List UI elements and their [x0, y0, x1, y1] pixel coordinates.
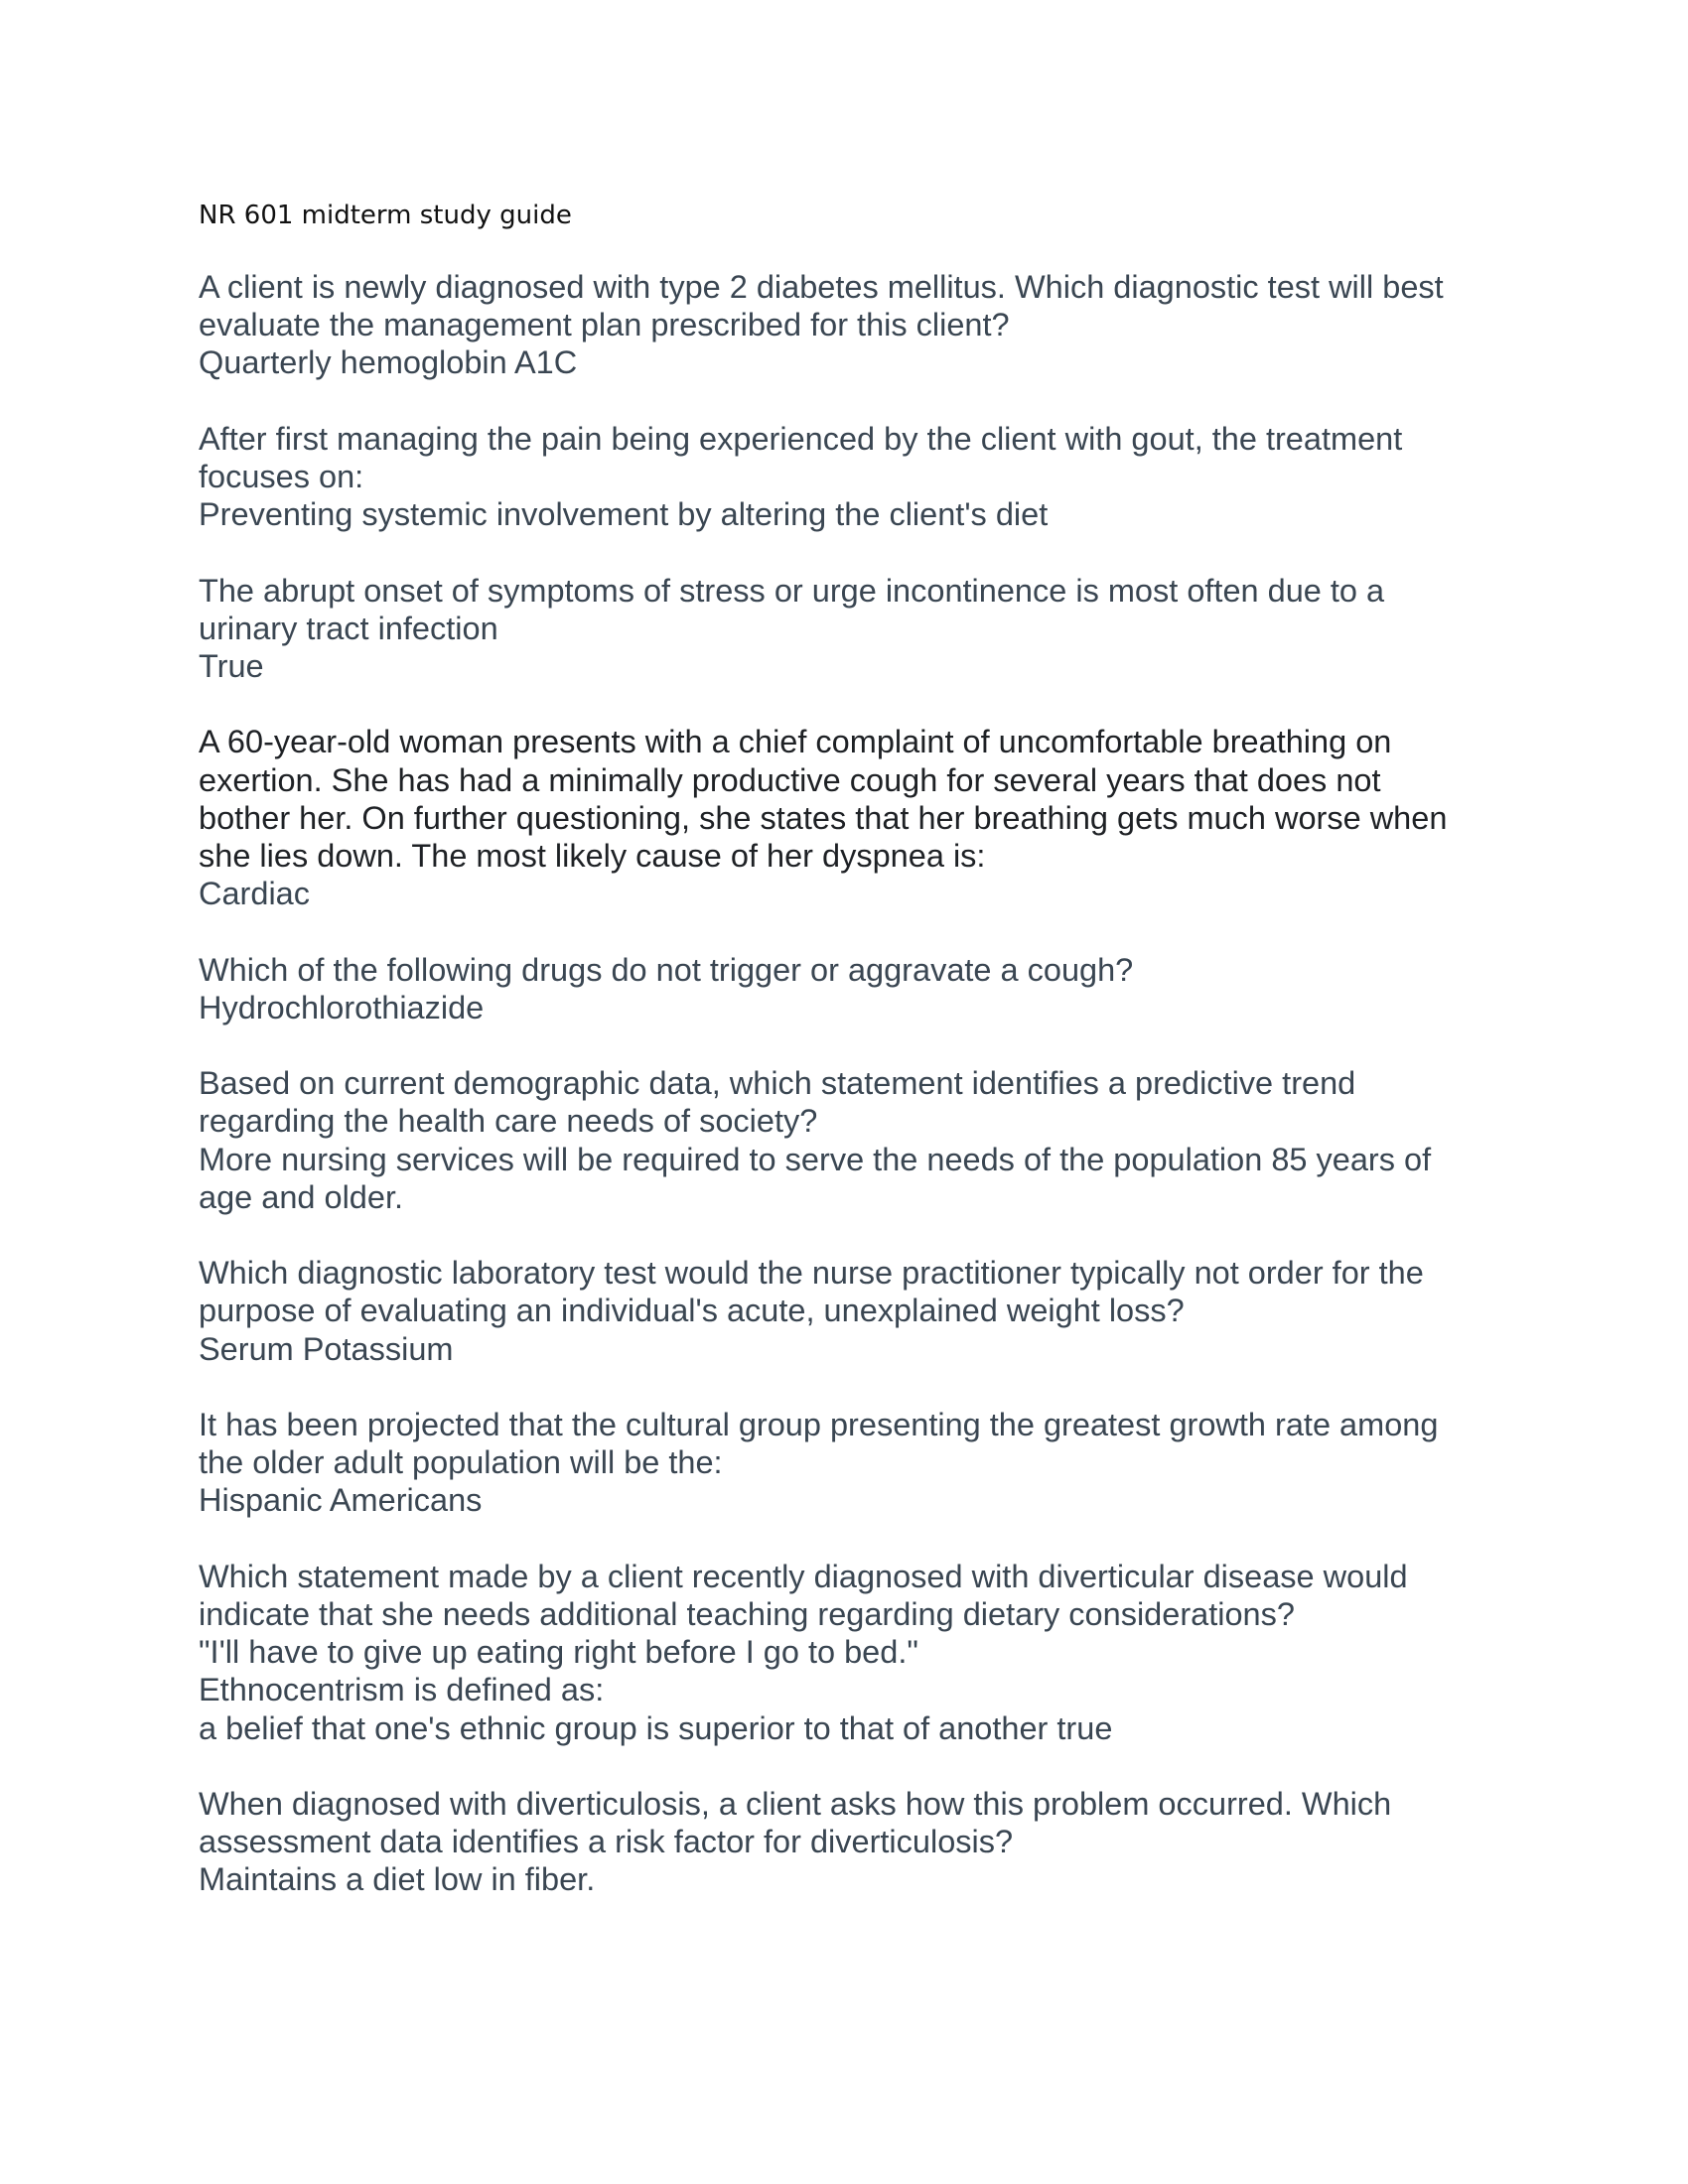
question-line: exertion. She has had a minimally productive cough for several years that does not	[199, 761, 1381, 798]
question-line: evaluate the management plan prescribed for this client?	[199, 307, 1010, 343]
qa-item-11	[199, 1785, 1489, 1899]
question-line: purpose of evaluating an individual's acute, unexplained weight loss?	[199, 1293, 1185, 1329]
question-line: It has been projected that the cultural group presenting the greatest growth rate among	[199, 1406, 1439, 1442]
qa-item-9	[199, 1558, 1489, 1672]
qa-item-5	[199, 951, 1489, 1026]
qa-item-7	[199, 1254, 1489, 1368]
question-line: Which statement made by a client recently diagnosed with diverticular disease would	[199, 1558, 1408, 1594]
answer-line: True	[199, 648, 264, 684]
question-line: When diagnosed with diverticulosis, a client asks how this problem occurred. Which	[199, 1785, 1392, 1822]
question-line: A 60-year-old woman presents with a chief complaint of uncomfortable breathing on	[199, 724, 1392, 760]
answer-line: "I'll have to give up eating right before I go to bed."	[199, 1634, 918, 1671]
answer-line: Quarterly hemoglobin A1C	[199, 344, 578, 381]
question-line: After first managing the pain being experienced by the client with gout, the treatment	[199, 420, 1403, 457]
answer-line: Hydrochlorothiazide	[199, 989, 485, 1025]
question-line: Ethnocentrism is defined as:	[199, 1672, 605, 1708]
answer-line: Preventing systemic involvement by altering the client's diet	[199, 496, 1049, 533]
qa-item-8	[199, 1406, 1489, 1520]
qa-item-3	[199, 572, 1489, 686]
qa-item-1	[199, 268, 1489, 382]
question-line: regarding the health care needs of society?	[199, 1103, 818, 1140]
question-line: assessment data identifies a risk factor for diverticulosis?	[199, 1824, 1014, 1860]
answer-line: Hispanic Americans	[199, 1482, 483, 1519]
question-line: urinary tract infection	[199, 610, 498, 646]
answer-line: Cardiac	[199, 876, 310, 912]
question-line: bother her. On further questioning, she states that her breathing gets much worse when	[199, 799, 1448, 836]
question-line: the older adult population will be the:	[199, 1444, 723, 1481]
question-line: focuses on:	[199, 459, 364, 494]
question-line: she lies down. The most likely cause of her dyspnea is:	[199, 838, 986, 874]
question-line: A client is newly diagnosed with type 2 diabetes mellitus. Which diagnostic test will best	[199, 269, 1444, 305]
qa-item-10	[199, 1671, 1489, 1746]
question-line: indicate that she needs additional teaching regarding dietary considerations?	[199, 1595, 1295, 1632]
document-body	[199, 268, 1489, 1937]
answer-line: More nursing services will be required to serve the needs of the population 85 years of	[199, 1141, 1432, 1177]
question-line: Which of the following drugs do not trigger or aggravate a cough?	[199, 951, 1134, 988]
qa-item-2	[199, 420, 1489, 534]
qa-item-6	[199, 1064, 1489, 1216]
question-line: The abrupt onset of symptoms of stress or urge incontinence is most often due to a	[199, 572, 1385, 609]
answer-line: a belief that one's ethnic group is superior to that of another true	[199, 1709, 1113, 1746]
document-title: NR 601 midterm study guide	[199, 201, 572, 230]
question-line: Which diagnostic laboratory test would the nurse practitioner typically not order for the	[199, 1255, 1424, 1292]
answer-line: Serum Potassium	[199, 1330, 454, 1367]
question-line: Based on current demographic data, which statement identifies a predictive trend	[199, 1065, 1356, 1102]
answer-line: Maintains a diet low in fiber.	[199, 1861, 596, 1898]
answer-line: age and older.	[199, 1178, 404, 1215]
qa-item-4	[199, 723, 1489, 912]
